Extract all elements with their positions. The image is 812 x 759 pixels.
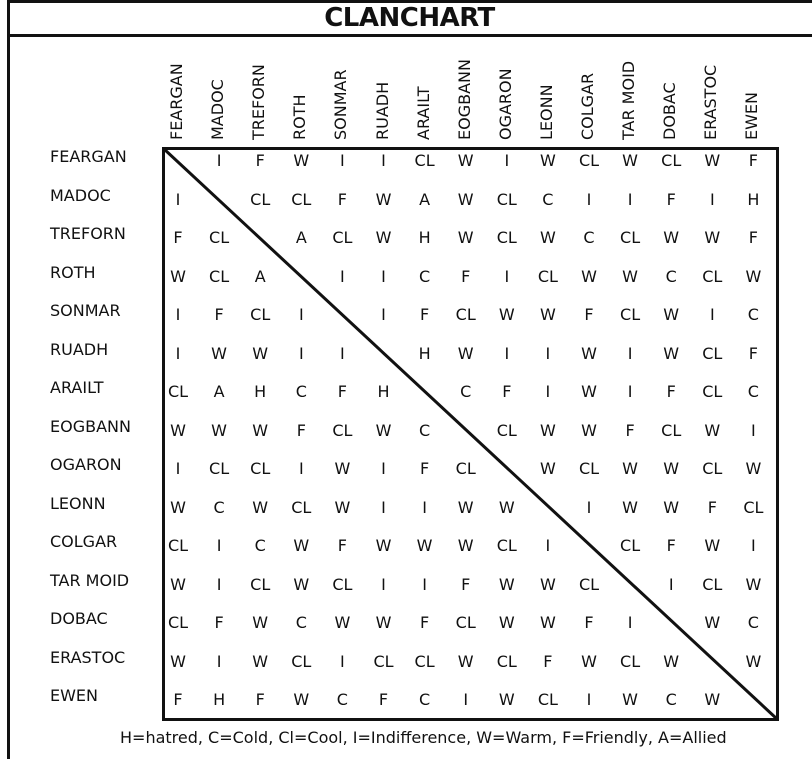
relationship-cell: I	[216, 536, 222, 555]
relationship-cell: I	[709, 305, 715, 324]
column-header: TREFORN	[249, 64, 269, 140]
relationship-cell: W	[663, 228, 680, 247]
relationship-cell: F	[666, 536, 676, 555]
relationship-cell: F	[584, 613, 594, 632]
relationship-cell: I	[381, 266, 386, 286]
relationship-cell: W	[457, 497, 474, 517]
relationship-cell: W	[457, 536, 474, 555]
row-header: FEARGAN	[50, 147, 127, 166]
relationship-cell: W	[581, 382, 597, 401]
relationship-cell: W	[498, 690, 515, 709]
relationship-cell: CL	[702, 343, 723, 363]
relationship-cell: W	[622, 459, 638, 478]
relationship-cell: C	[254, 536, 266, 555]
relationship-cell: I	[175, 343, 181, 363]
relationship-cell: I	[340, 651, 345, 671]
relationship-cell: C	[460, 382, 472, 401]
relationship-cell: W	[170, 574, 186, 594]
relationship-cell: F	[337, 189, 347, 209]
relationship-cell: CL	[167, 613, 189, 632]
relationship-cell: W	[293, 690, 310, 709]
relationship-cell: CL	[291, 189, 312, 209]
relationship-cell: I	[422, 497, 427, 517]
relationship-cell: W	[539, 420, 556, 440]
relationship-cell: I	[298, 305, 304, 324]
relationship-cell: W	[663, 305, 680, 324]
relationship-cell: I	[175, 189, 181, 209]
column-header: SONMAR	[331, 69, 351, 140]
relationship-cell: W	[663, 459, 680, 478]
relationship-cell: C	[295, 382, 307, 401]
relationship-cell: CL	[250, 459, 271, 478]
relationship-cell: I	[627, 613, 633, 632]
relationship-cell: CL	[455, 613, 476, 632]
relationship-cell: C	[583, 228, 595, 247]
relationship-cell: A	[295, 228, 307, 247]
relationship-cell: W	[170, 651, 186, 671]
relationship-cell: F	[173, 690, 183, 709]
column-header: FEARGAN	[167, 63, 186, 140]
relationship-cell: W	[293, 574, 310, 594]
relationship-cell: CL	[167, 382, 189, 401]
relationship-cell: I	[340, 343, 345, 363]
relationship-cell: C	[419, 690, 431, 709]
relationship-cell: CL	[496, 651, 517, 671]
relationship-cell: A	[213, 382, 225, 401]
row-header: ROTH	[50, 262, 96, 282]
diagonal-line	[162, 147, 779, 721]
relationship-cell: I	[545, 382, 551, 401]
relationship-cell: CL	[496, 420, 517, 440]
row-header: MADOC	[50, 185, 111, 205]
relationship-cell: W	[745, 266, 762, 286]
row-header: EWEN	[50, 686, 99, 705]
relationship-cell: W	[622, 497, 638, 517]
relationship-cell: F	[214, 613, 224, 632]
relationship-cell: F	[625, 420, 635, 440]
relationship-cell: W	[334, 613, 351, 632]
relationship-cell: I	[340, 151, 345, 170]
row-header: DOBAC	[50, 609, 108, 628]
relationship-cell: F	[419, 613, 430, 632]
relationship-cell: I	[586, 690, 592, 709]
relationship-cell: CL	[291, 651, 312, 671]
relationship-cell: CL	[455, 459, 476, 478]
relationship-cell: CL	[702, 382, 723, 401]
relationship-cell: W	[416, 536, 433, 555]
relationship-cell: CL	[620, 305, 641, 324]
relationship-cell: W	[622, 151, 638, 170]
relationship-cell: W	[211, 343, 227, 363]
relationship-cell: W	[252, 651, 269, 671]
relationship-cell: W	[581, 420, 597, 440]
relationship-cell: C	[665, 690, 677, 709]
relationship-cell: CL	[250, 574, 271, 594]
relationship-cell: F	[502, 382, 512, 401]
row-header: LEONN	[50, 493, 106, 513]
row-header: RUADH	[50, 339, 109, 359]
relationship-cell: W	[498, 305, 515, 324]
relationship-cell: H	[418, 343, 431, 363]
relationship-cell: F	[584, 305, 594, 324]
row-header: EOGBANN	[50, 416, 131, 436]
relationship-cell: C	[419, 266, 431, 286]
relationship-cell: CL	[620, 536, 641, 555]
relationship-cell: I	[216, 574, 222, 594]
relationship-cell: W	[539, 305, 556, 324]
relationship-cell: I	[586, 497, 592, 517]
relationship-cell: H	[747, 189, 760, 209]
relationship-cell: W	[581, 651, 597, 671]
relationship-cell: CL	[291, 497, 312, 517]
relationship-cell: W	[170, 420, 186, 440]
relationship-cell: I	[586, 189, 592, 209]
relationship-cell: H	[377, 382, 390, 401]
relationship-cell: W	[211, 420, 227, 440]
relationship-cell: I	[381, 497, 386, 517]
relationship-cell: CL	[209, 228, 230, 247]
relationship-cell: F	[419, 305, 430, 324]
relationship-cell: W	[170, 266, 186, 286]
relationship-cell: CL	[455, 305, 476, 324]
relationship-cell: I	[545, 343, 551, 363]
relationship-cell: W	[498, 613, 515, 632]
relationship-cell: W	[293, 536, 310, 555]
relationship-cell: I	[751, 420, 756, 440]
relationship-cell: C	[747, 305, 759, 324]
relationship-cell: W	[293, 151, 310, 170]
row-header: SONMAR	[50, 301, 121, 320]
relationship-cell: CL	[702, 574, 723, 594]
relationship-cell: I	[381, 459, 386, 478]
relationship-cell: W	[457, 651, 474, 671]
relationship-cell: I	[216, 151, 222, 170]
relationship-cell: CL	[578, 574, 600, 594]
relationship-cell: W	[622, 266, 638, 286]
relationship-cell: I	[627, 189, 633, 209]
relationship-cell: C	[542, 189, 554, 209]
relationship-cell: H	[213, 690, 226, 709]
relationship-cell: W	[457, 228, 474, 247]
page-title: CLANCHART	[324, 3, 495, 33]
column-header: COLGAR	[578, 72, 597, 140]
relationship-cell: H	[418, 228, 431, 247]
relationship-cell: F	[255, 151, 265, 170]
relationship-cell: A	[419, 189, 431, 209]
relationship-cell: C	[295, 613, 307, 632]
relationship-cell: W	[704, 228, 721, 247]
relationship-cell: C	[747, 382, 759, 401]
relationship-cell: I	[504, 266, 510, 286]
relationship-cell: F	[543, 651, 553, 671]
relationship-cell: W	[704, 151, 721, 170]
relationship-cell: C	[665, 266, 677, 286]
relationship-cell: CL	[167, 536, 189, 555]
relationship-cell: CL	[332, 420, 353, 440]
relationship-cell: CL	[250, 305, 271, 324]
column-header: EOGBANN	[454, 59, 474, 140]
relationship-cell: F	[378, 690, 389, 709]
relationship-cell: C	[336, 690, 348, 709]
row-header: ARAILT	[50, 378, 104, 397]
relationship-cell: F	[214, 305, 224, 324]
relationship-cell: A	[254, 266, 266, 286]
relationship-cell: H	[254, 382, 267, 401]
relationship-cell: W	[457, 343, 474, 363]
relationship-cell: CL	[578, 459, 600, 478]
relationship-cell: W	[581, 343, 597, 363]
column-header: ERASTOC	[701, 64, 721, 140]
relationship-cell: F	[748, 343, 758, 363]
relationship-cell: W	[375, 228, 392, 247]
relationship-cell: F	[337, 536, 347, 555]
relationship-cell: CL	[537, 690, 558, 709]
relationship-cell: W	[704, 613, 721, 632]
row-header: TAR MOID	[50, 570, 130, 590]
relationship-cell: CL	[496, 536, 517, 555]
relationship-cell: I	[422, 574, 427, 594]
row-header: TREFORN	[50, 224, 126, 243]
row-header: COLGAR	[50, 532, 118, 551]
relationship-cell: W	[375, 420, 392, 440]
relationship-cell: I	[504, 343, 510, 363]
relationship-cell: W	[539, 459, 556, 478]
row-header: ERASTOC	[50, 647, 126, 667]
relationship-cell: I	[709, 189, 715, 209]
column-header: TAR MOID	[619, 60, 639, 140]
relationship-cell: CL	[620, 651, 641, 671]
relationship-cell: W	[745, 574, 762, 594]
relationship-cell: I	[175, 459, 181, 478]
relationship-cell: W	[622, 690, 638, 709]
relationship-cell: CL	[373, 651, 394, 671]
column-header: EWEN	[742, 91, 762, 140]
relationship-cell: I	[668, 574, 674, 594]
relationship-cell: I	[175, 305, 181, 324]
relationship-cell: W	[252, 497, 269, 517]
relationship-cell: C	[419, 420, 431, 440]
row-header: OGARON	[50, 455, 122, 474]
relationship-cell: W	[252, 613, 269, 632]
column-header: DOBAC	[660, 82, 680, 140]
relationship-cell: CL	[332, 228, 353, 247]
relationship-cell: W	[334, 459, 351, 478]
relationship-cell: W	[375, 536, 392, 555]
relationship-cell: CL	[332, 574, 353, 594]
relationship-cell: I	[216, 651, 222, 671]
relationship-cell: CL	[661, 420, 682, 440]
relationship-cell: CL	[209, 266, 230, 286]
relationship-cell: I	[545, 536, 551, 555]
relationship-cell: CL	[414, 651, 435, 671]
relationship-cell: I	[381, 305, 386, 324]
column-header: LEONN	[536, 84, 556, 140]
relationship-cell: CL	[250, 189, 271, 209]
relationship-cell: W	[252, 343, 269, 363]
relationship-cell: F	[666, 189, 676, 209]
relationship-cell: CL	[414, 151, 435, 170]
relationship-cell: CL	[743, 497, 764, 517]
relationship-cell: CL	[496, 189, 517, 209]
relationship-cell: W	[252, 420, 269, 440]
column-header: OGARON	[495, 68, 515, 140]
relationship-cell: F	[707, 497, 717, 517]
relationship-cell: W	[663, 343, 680, 363]
relationship-cell: I	[298, 459, 304, 478]
relationship-cell: W	[457, 151, 474, 170]
relationship-cell: CL	[209, 459, 230, 478]
relationship-cell: I	[463, 690, 469, 709]
relationship-cell: W	[498, 497, 515, 517]
relationship-cell: I	[627, 382, 633, 401]
relationship-cell: W	[539, 228, 556, 247]
legend: H=hatred, C=Cold, Cl=Cool, I=Indifference, W=Warm, F=Friendly, A=Allied	[120, 728, 727, 747]
relationship-cell: C	[747, 613, 759, 632]
relationship-cell: W	[457, 189, 474, 209]
relationship-cell: I	[751, 536, 756, 555]
relationship-cell: W	[704, 690, 721, 709]
relationship-cell: W	[539, 151, 556, 170]
relationship-cell: F	[337, 382, 347, 401]
relationship-cell: F	[173, 228, 183, 247]
relationship-cell: W	[170, 497, 186, 517]
column-header: ROTH	[290, 94, 310, 140]
relationship-cell: CL	[537, 266, 558, 286]
relationship-cell: I	[340, 266, 345, 286]
relationship-cell: W	[375, 613, 392, 632]
relationship-cell: F	[748, 228, 758, 247]
relationship-cell: W	[745, 459, 762, 478]
column-header: ARAILT	[413, 86, 433, 140]
relationship-cell: W	[539, 574, 556, 594]
relationship-cell: W	[704, 536, 721, 555]
relationship-cell: F	[748, 151, 758, 170]
relationship-cell: I	[298, 343, 304, 363]
relationship-cell: W	[663, 497, 680, 517]
relationship-cell: C	[213, 497, 225, 517]
relationship-cell: I	[504, 151, 510, 170]
column-header: MADOC	[208, 79, 228, 140]
relationship-cell: W	[745, 651, 762, 671]
column-header: RUADH	[372, 81, 392, 140]
relationship-cell: F	[666, 382, 676, 401]
relationship-cell: CL	[702, 266, 723, 286]
relationship-cell: W	[375, 189, 392, 209]
relationship-cell: W	[539, 613, 556, 632]
relationship-cell: I	[627, 343, 633, 363]
relationship-cell: CL	[661, 151, 682, 170]
relationship-cell: W	[498, 574, 515, 594]
relationship-cell: CL	[620, 228, 641, 247]
relationship-cell: F	[296, 420, 306, 440]
relationship-cell: CL	[578, 151, 600, 170]
relationship-cell: CL	[496, 228, 517, 247]
relationship-cell: F	[461, 266, 471, 286]
relationship-cell: F	[255, 690, 265, 709]
relationship-cell: I	[381, 574, 386, 594]
relationship-cell: I	[381, 151, 386, 170]
relationship-cell: W	[663, 651, 680, 671]
relationship-cell: W	[704, 420, 721, 440]
relationship-cell: W	[581, 266, 597, 286]
relationship-cell: F	[461, 574, 471, 594]
relationship-cell: CL	[702, 459, 723, 478]
relationship-cell: W	[334, 497, 351, 517]
relationship-cell: F	[419, 459, 430, 478]
